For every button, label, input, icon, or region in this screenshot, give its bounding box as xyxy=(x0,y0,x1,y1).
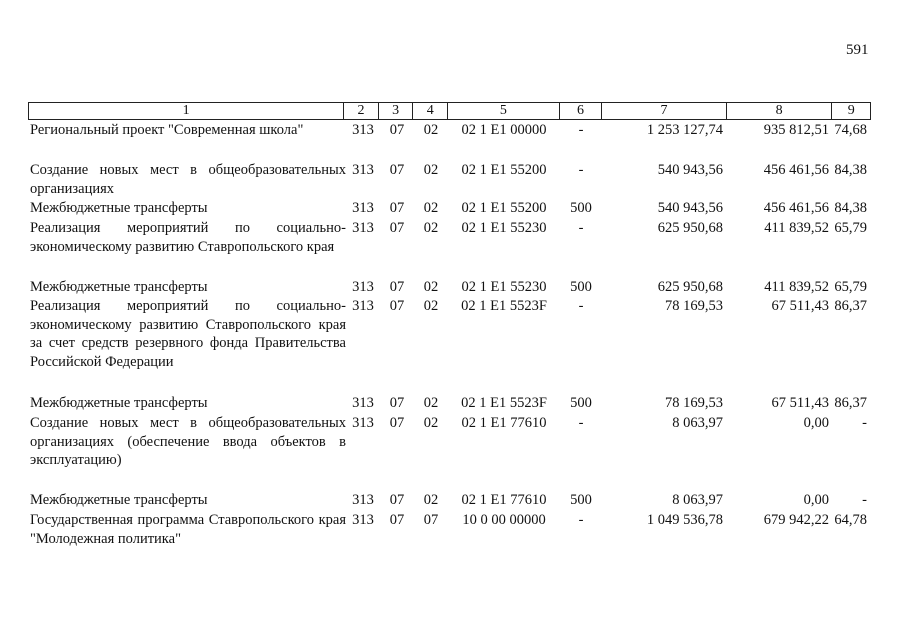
cell: 456 461,56 xyxy=(763,200,829,216)
cell: 313 xyxy=(352,298,374,314)
table-row xyxy=(28,121,871,140)
cell: 02 1 E1 77610 xyxy=(461,415,547,431)
cell: 411 839,52 xyxy=(764,220,829,236)
cell: 84,38 xyxy=(834,200,867,216)
table-row xyxy=(28,491,871,510)
cell: 02 1 E1 5523F xyxy=(461,395,547,411)
header-cell: 7 xyxy=(601,103,726,119)
cell: - xyxy=(578,162,584,178)
cell: 540 943,56 xyxy=(657,200,723,216)
header-cell: 1 xyxy=(182,103,190,118)
cell: - xyxy=(578,220,584,236)
table-row xyxy=(28,199,871,218)
cell: - xyxy=(862,492,867,508)
cell: 313 xyxy=(352,279,374,295)
cell: 313 xyxy=(352,162,374,178)
cell: 07 xyxy=(423,512,439,528)
header-cell: 3 xyxy=(378,103,413,119)
cell: 02 xyxy=(423,492,439,508)
cell: 313 xyxy=(352,395,374,411)
cell: - xyxy=(862,415,867,431)
cell: 07 xyxy=(389,415,405,431)
cell: 02 xyxy=(423,279,439,295)
cell: 64,78 xyxy=(834,512,867,528)
cell: 78 169,53 xyxy=(665,298,723,314)
table-row xyxy=(28,511,871,548)
cell: 02 xyxy=(423,298,439,314)
cell: 625 950,68 xyxy=(657,279,723,295)
cell: 02 1 E1 5523F xyxy=(461,298,547,314)
cell: 540 943,56 xyxy=(657,162,723,178)
row-name: Создание новых мест в общеобразовательных организациях (обеспечение ввода объектов в эксплуатацию) xyxy=(30,415,346,468)
cell: 500 xyxy=(570,492,592,508)
cell: 8 063,97 xyxy=(672,415,723,431)
cell: 07 xyxy=(389,279,405,295)
header-cell: 8 xyxy=(726,103,832,119)
cell: 935 812,51 xyxy=(763,122,829,138)
cell: 411 839,52 xyxy=(764,279,829,295)
cell: - xyxy=(578,298,584,314)
row-name: Создание новых мест в общеобразовательных организациях xyxy=(30,162,346,197)
table-row xyxy=(28,297,871,371)
page-number: 591 xyxy=(846,42,869,58)
cell: 313 xyxy=(352,200,374,216)
cell: 625 950,68 xyxy=(657,220,723,236)
cell: 07 xyxy=(389,220,405,236)
cell: - xyxy=(578,122,584,138)
row-name: Межбюджетные трансферты xyxy=(30,492,208,508)
cell: 10 0 00 00000 xyxy=(462,512,546,528)
cell: 78 169,53 xyxy=(665,395,723,411)
cell: 07 xyxy=(389,298,405,314)
table-row xyxy=(28,161,871,198)
cell: 02 1 E1 55230 xyxy=(461,279,547,295)
cell: 313 xyxy=(352,512,374,528)
cell: 07 xyxy=(389,200,405,216)
cell: 500 xyxy=(570,200,592,216)
row-name: Реализация мероприятий по социально-экономическому развитию Ставропольского края за счет средств резервного фонда Правительства Российской Федерации xyxy=(30,298,346,370)
cell: 02 xyxy=(423,162,439,178)
cell: 02 1 E1 55200 xyxy=(461,162,547,178)
row-name: Региональный проект "Современная школа" xyxy=(30,122,304,138)
cell: 02 xyxy=(423,200,439,216)
header-cell: 4 xyxy=(412,103,447,119)
cell: 67 511,43 xyxy=(771,395,829,411)
cell: 02 1 E1 00000 xyxy=(461,122,547,138)
row-name: Государственная программа Ставропольского края "Молодежная политика" xyxy=(30,512,346,547)
row-name: Межбюджетные трансферты xyxy=(30,395,208,411)
cell: 67 511,43 xyxy=(771,298,829,314)
cell: 02 1 E1 77610 xyxy=(461,492,547,508)
cell: 500 xyxy=(570,395,592,411)
cell: 679 942,22 xyxy=(763,512,829,528)
cell: 500 xyxy=(570,279,592,295)
cell: - xyxy=(578,415,584,431)
cell: - xyxy=(578,512,584,528)
cell: 313 xyxy=(352,415,374,431)
cell: 02 xyxy=(423,220,439,236)
cell: 456 461,56 xyxy=(763,162,829,178)
cell: 02 1 E1 55230 xyxy=(461,220,547,236)
header-cell: 2 xyxy=(343,103,378,119)
header-cell: 6 xyxy=(559,103,602,119)
cell: 07 xyxy=(389,395,405,411)
cell: 8 063,97 xyxy=(672,492,723,508)
cell: 02 1 E1 55200 xyxy=(461,200,547,216)
cell: 313 xyxy=(352,122,374,138)
cell: 07 xyxy=(389,492,405,508)
cell: 86,37 xyxy=(834,298,867,314)
cell: 65,79 xyxy=(834,279,867,295)
header-cell: 5 xyxy=(447,103,559,119)
table-row xyxy=(28,414,871,470)
cell: 313 xyxy=(352,220,374,236)
cell: 74,68 xyxy=(834,122,867,138)
row-name: Реализация мероприятий по социально-экономическому развитию Ставропольского края xyxy=(30,220,346,255)
cell: 86,37 xyxy=(834,395,867,411)
row-name: Межбюджетные трансферты xyxy=(30,200,208,216)
cell: 65,79 xyxy=(834,220,867,236)
cell: 02 xyxy=(423,395,439,411)
row-name: Межбюджетные трансферты xyxy=(30,279,208,295)
cell: 0,00 xyxy=(803,415,829,431)
table-row xyxy=(28,394,871,413)
header-cell: 9 xyxy=(831,103,870,119)
cell: 1 049 536,78 xyxy=(646,512,723,528)
cell: 02 xyxy=(423,415,439,431)
budget-table xyxy=(28,102,871,547)
cell: 84,38 xyxy=(834,162,867,178)
cell: 02 xyxy=(423,122,439,138)
table-header xyxy=(28,102,871,120)
cell: 1 253 127,74 xyxy=(646,122,723,138)
cell: 07 xyxy=(389,512,405,528)
table-row xyxy=(28,278,871,297)
cell: 07 xyxy=(389,162,405,178)
cell: 0,00 xyxy=(803,492,829,508)
cell: 313 xyxy=(352,492,374,508)
cell: 07 xyxy=(389,122,405,138)
table-row xyxy=(28,219,871,256)
